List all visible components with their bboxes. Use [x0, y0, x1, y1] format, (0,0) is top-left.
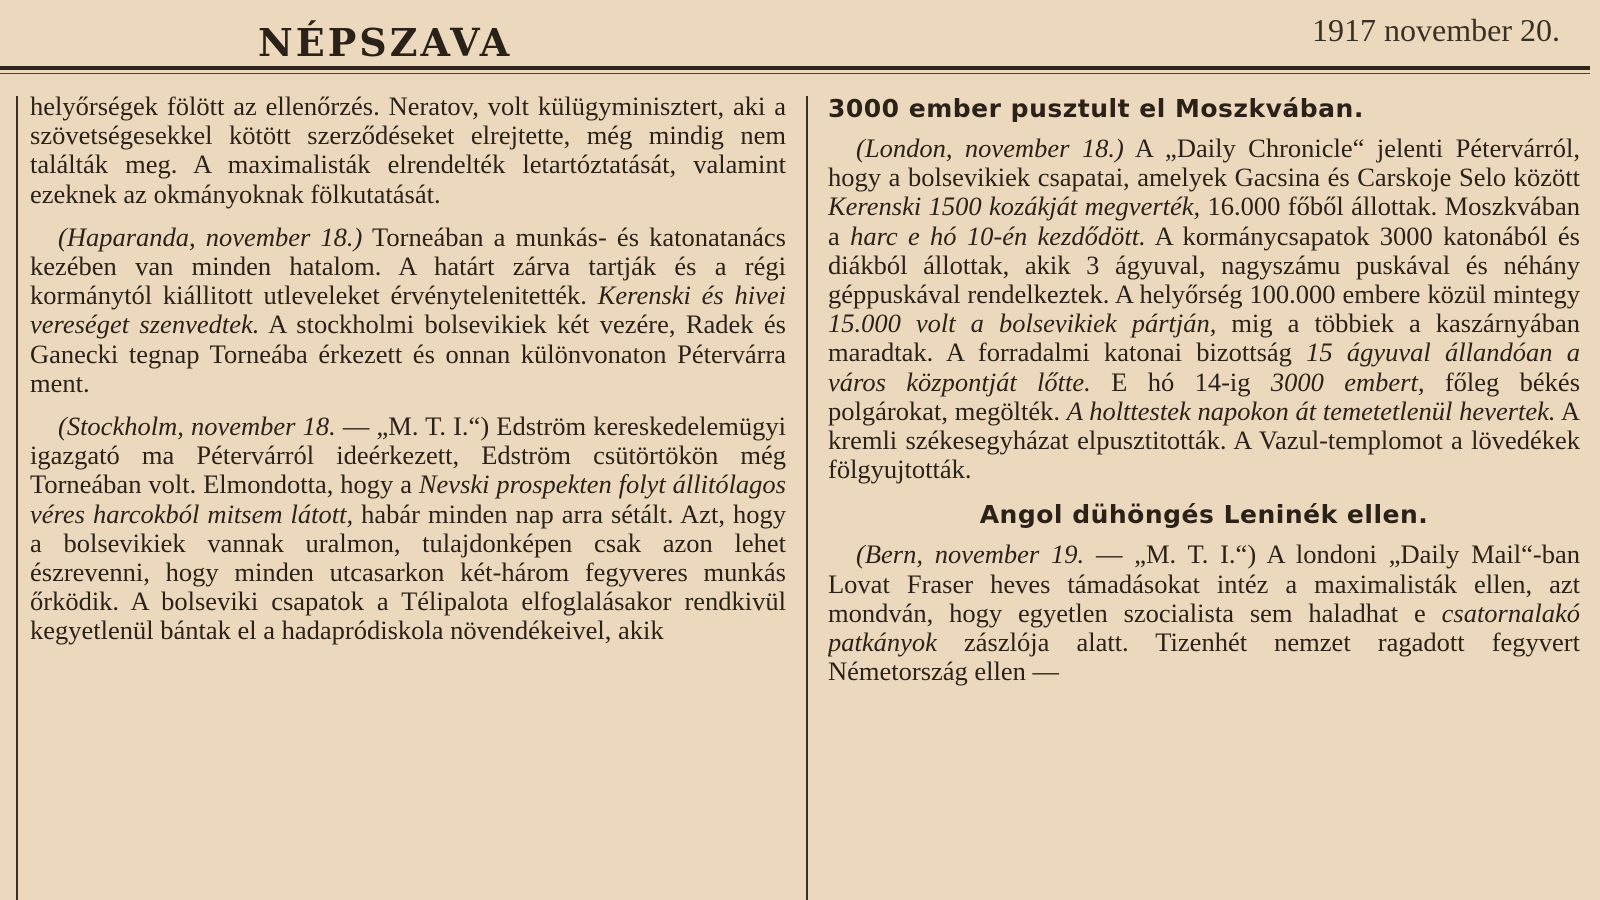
text-run: Torneában a munkás- és katonatanács kezében van minden hatalom. A határt zárva tartják és a régi kormánytól kiállitott utleveleket érvénytelenitették.	[30, 221, 786, 311]
paragraph	[30, 412, 786, 646]
text-run: A „Daily Chronicle“ jelenti Pétervárról, hogy a bolsevikiek csapatai, amelyek Gacsina és Carskoje Selo között	[828, 133, 1580, 193]
text-run: főleg békés polgárokat, megölték.	[828, 366, 1580, 426]
text-run: A stockholmi bolsevikiek két vezére, Radek és Ganecki tegnap Torneába érkezett és onnan különvonaton Pétervárra ment.	[30, 309, 786, 398]
italic-text: Kerenski és hivei vereséget szenvedtek.	[30, 280, 786, 340]
left-column	[30, 92, 786, 900]
text-run: 16.000 főből állottak. Moszkvában a	[828, 191, 1580, 251]
text-run: — „M. T. I.“) A londoni „Daily Mail“-ban Lovat Fraser heves támadásokat intéz a maximalisták ellen, azt mondván, hogy egyetlen szocialista sem haladhat e	[828, 539, 1580, 628]
text-run: E hó 14-ig	[1090, 366, 1271, 397]
text-run: mig a többiek a kaszárnyában maradtak. A forradalmi katonai bizottság	[828, 308, 1580, 368]
paragraph	[828, 134, 1580, 484]
italic-text: (London, november 18.)	[856, 133, 1124, 163]
italic-text: harc e hó 10-én kezdődött.	[850, 220, 1146, 251]
paragraph	[30, 92, 786, 209]
column-divider	[806, 96, 808, 900]
italic-text: Nevski prospekten folyt állitólagos véres harcokból mitsem látott,	[30, 469, 786, 529]
italic-text: csatornalakó patkányok	[828, 597, 1580, 658]
article-body-2	[828, 540, 1580, 686]
italic-text: 15.000 volt a bolsevikiek pártján,	[828, 308, 1217, 339]
text-run: habár minden nap arra sétált. Azt, hogy a bolsevikiek vannak uralmon, tulajdonképen csak azon lehet észrevenni, hogy minden utcasarkon két-három fegyveres munkás őrködik. A bolseviki csapatok a Télipalota elfoglalásakor rendkivül kegyetlenül bántak el a hadapródiskola növendékeivel, akik	[30, 498, 786, 646]
article-subheadline: Angol dühöngés Leninék ellen.	[979, 500, 1429, 530]
italic-text: A holttestek napokon át temetetlenül hevertek.	[1066, 395, 1556, 426]
masthead-rule-thin	[0, 73, 1590, 74]
italic-text: (Bern, november 19.	[856, 539, 1085, 570]
paragraph	[828, 540, 1580, 686]
left-column-rule	[16, 96, 18, 900]
issue-date: 1917 november 20.	[1312, 12, 1560, 48]
italic-text: 3000 embert,	[1270, 366, 1425, 397]
left-column-paragraphs	[30, 92, 786, 646]
paper-name: NÉPSZAVA	[258, 20, 513, 65]
masthead-rule-thick	[0, 66, 1590, 70]
article-body	[828, 134, 1580, 484]
italic-text: (Stockholm, november 18.	[58, 411, 336, 442]
masthead	[0, 0, 1600, 78]
text-run: A kormánycsapatok 3000 katonából és diákból állottak, akik 3 ágyuval, nagyszámu puskával és néhány géppuskával rendelkeztek. A helyőrség 100.000 embere közül mintegy	[828, 220, 1580, 310]
text-run: — „M. T. I.“) Edström kereskedelemügyi igazgató ma Pétervárról ideérkezett, Edström csütörtökön még Torneában volt. Elmondotta, hogy a	[30, 411, 786, 500]
paragraph	[30, 223, 786, 398]
article-headline: 3000 ember pusztult el Moszkvában.	[828, 94, 1364, 123]
italic-text: 15 ágyuval állandóan a város központját lőtte.	[828, 337, 1580, 397]
text-run: helyőrségek fölött az ellenőrzés. Neratov, volt külügyminisztert, aki a szövetségesekkel kötött szerződéseket elrejtette, még mindig nem találták meg. A maximalisták elrendelték letartóztatását, valamint ezeknek az okmányoknak fölkutatását.	[30, 92, 786, 209]
text-run: A kremli székesegyházat elpusztitották. A Vazul-templomot a lövedékek fölgyujtották.	[828, 395, 1580, 485]
italic-text: Kerenski 1500 kozákját megverték,	[828, 191, 1201, 222]
right-column	[828, 92, 1580, 900]
text-run: zászlója alatt. Tizenhét nemzet ragadott fegyvert Németország ellen —	[828, 627, 1580, 687]
italic-text: (Haparanda, november 18.)	[58, 221, 363, 252]
